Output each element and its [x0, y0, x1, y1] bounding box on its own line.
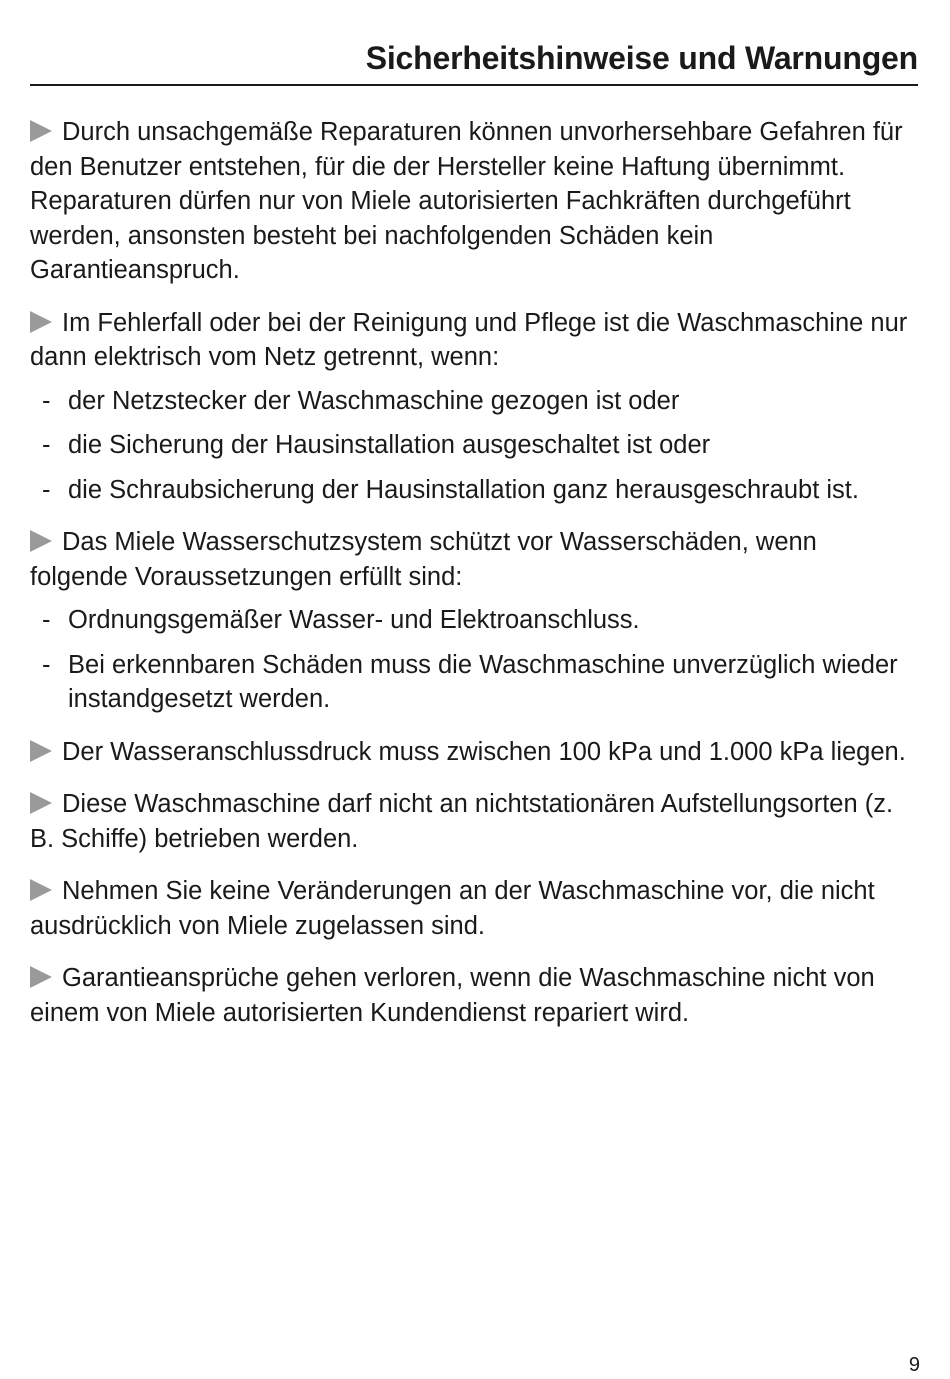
safety-content: [30, 115, 918, 1048]
triangle-right-icon: [30, 311, 52, 333]
warning-text: [30, 115, 918, 288]
warning-text-body: Im Fehlerfall oder bei der Reinigung und Pflege ist die Waschmaschine nur dann elektrisch vom Netz getrennt, wenn:: [30, 308, 908, 371]
condition-list: [30, 603, 918, 717]
dash-bullet-icon: -: [42, 431, 51, 459]
warning-block-disconnect: [30, 306, 918, 508]
dash-bullet-icon: -: [42, 606, 51, 634]
warning-text: [30, 306, 918, 375]
triangle-right-icon: [30, 966, 52, 988]
warning-block-stationary: [30, 787, 918, 856]
dash-bullet-icon: -: [42, 650, 51, 679]
warning-text: [30, 735, 918, 770]
warning-text: [30, 787, 918, 856]
warning-text-body: Das Miele Wasserschutzsystem schützt vor Wasserschäden, wenn folgende Voraussetzungen erfüllt sind:: [30, 528, 817, 591]
list-item-text: der Netzstecker der Waschmaschine gezogen ist oder: [68, 386, 680, 415]
warning-block-warranty: [30, 961, 918, 1030]
warning-text: [30, 874, 918, 943]
triangle-right-icon: [30, 792, 52, 814]
triangle-right-icon: [30, 120, 52, 142]
list-item: [30, 473, 918, 508]
page-title: Sicherheitshinweise und Warnungen: [365, 40, 918, 76]
list-item-text: Bei erkennbaren Schäden muss die Waschmaschine unverzüglich wieder instandgesetzt werden.: [68, 650, 898, 713]
warning-text-body: Nehmen Sie keine Veränderungen an der Waschmaschine vor, die nicht ausdrücklich von Miele zugelassen sind.: [30, 877, 875, 940]
warning-block-water-protection: [30, 525, 918, 717]
warning-block-repairs: [30, 115, 918, 288]
warning-text-body: Der Wasseranschlussdruck muss zwischen 100 kPa und 1.000 kPa liegen.: [62, 737, 906, 766]
triangle-right-icon: [30, 879, 52, 901]
warning-text: [30, 961, 918, 1030]
list-item: [30, 603, 918, 638]
list-item-text: die Schraubsicherung der Hausinstallation ganz herausgeschraubt ist.: [68, 475, 859, 504]
list-item: [30, 384, 918, 419]
page-number: 9: [908, 1354, 920, 1376]
list-item: [30, 428, 918, 463]
warning-text: [30, 525, 918, 594]
warning-text-body: Garantieansprüche gehen verloren, wenn die Waschmaschine nicht von einem von Miele autorisierten Kundendienst repariert wird.: [30, 964, 875, 1027]
list-item: [30, 648, 918, 717]
list-item-text: Ordnungsgemäßer Wasser- und Elektroanschluss.: [68, 606, 640, 634]
warning-block-water-pressure: [30, 735, 918, 770]
page-header: [30, 36, 918, 86]
warning-text-body: Durch unsachgemäße Reparaturen können unvorhersehbare Gefahren für den Benutzer entstehen, für die der Hersteller keine Haftung übernimmt. Reparaturen dürfen nur von Miele autorisierten Fachkräften durchgeführt werden, ansonsten besteht bei nachfolgenden Schäden kein Garantieanspruch.: [30, 118, 903, 284]
dash-bullet-icon: -: [42, 475, 51, 504]
warning-text-body: Diese Waschmaschine darf nicht an nichtstationären Aufstellungsorten (z. B. Schiffe) betrieben werden.: [30, 790, 894, 853]
triangle-right-icon: [30, 740, 52, 762]
triangle-right-icon: [30, 530, 52, 552]
warning-block-modifications: [30, 874, 918, 943]
list-item-text: die Sicherung der Hausinstallation ausgeschaltet ist oder: [68, 431, 711, 459]
dash-bullet-icon: -: [42, 386, 51, 415]
condition-list: [30, 384, 918, 508]
